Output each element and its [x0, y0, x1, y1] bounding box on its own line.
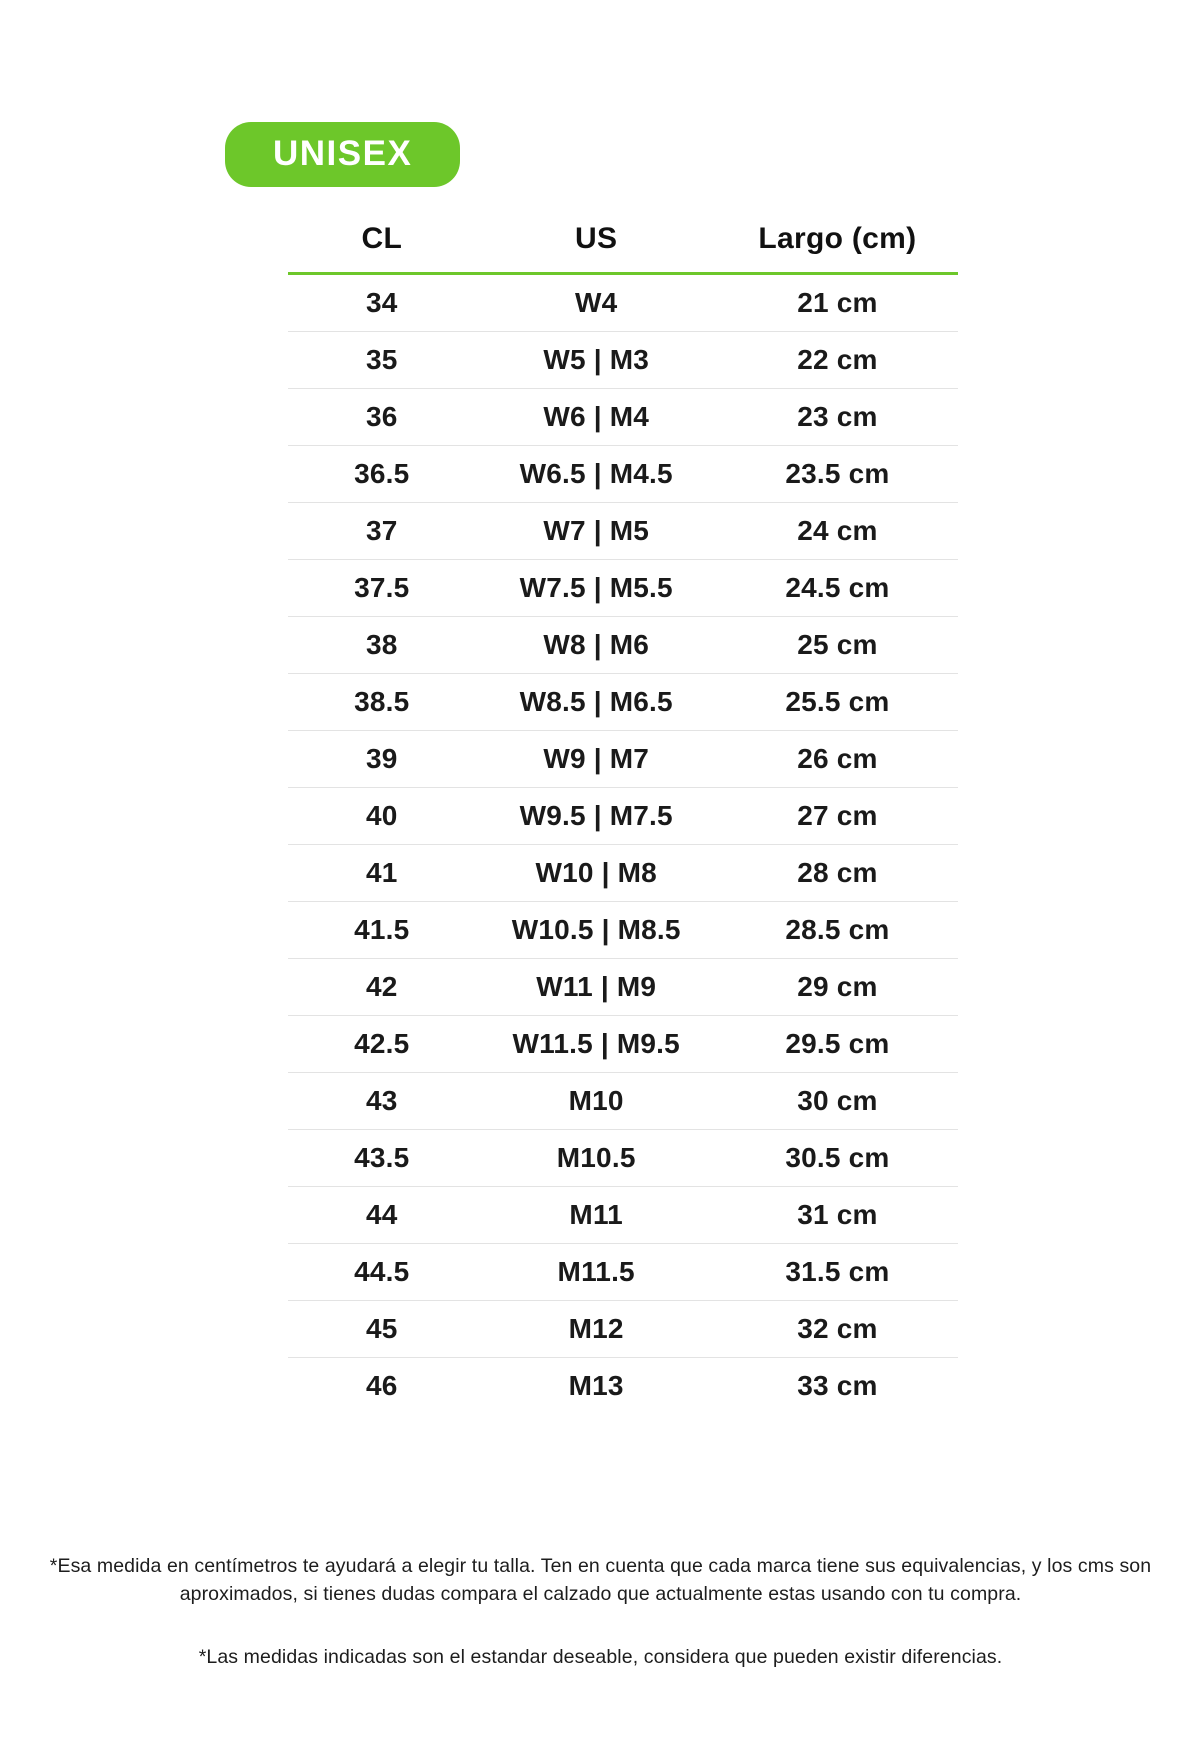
table-row — [288, 617, 958, 674]
cell-cl: 43.5 — [288, 1130, 476, 1187]
cell-us: W8 | M6 — [476, 617, 717, 674]
category-badge-wrapper — [225, 122, 460, 187]
cell-us: W10 | M8 — [476, 845, 717, 902]
cell-cl: 37 — [288, 503, 476, 560]
column-header-cl: CL — [361, 222, 403, 255]
cell-cl: 46 — [366, 1370, 398, 1401]
cell-largo: 29 cm — [717, 959, 958, 1016]
cell-largo: 23.5 cm — [717, 446, 958, 503]
cell-cl: 41 — [288, 845, 476, 902]
cell-us: W8.5 | M6.5 — [476, 674, 717, 731]
cell-cl: 36 — [288, 389, 476, 446]
table-row — [288, 731, 958, 788]
cell-largo: 25 cm — [717, 617, 958, 674]
table-row — [288, 788, 958, 845]
cell-us: M10.5 — [476, 1130, 717, 1187]
table-row — [288, 1358, 958, 1415]
cell-cl: 34 — [288, 274, 476, 332]
cell-largo: 31 cm — [717, 1187, 958, 1244]
cell-cl: 39 — [288, 731, 476, 788]
cell-cl: 44 — [288, 1187, 476, 1244]
cell-largo: 24.5 cm — [717, 560, 958, 617]
table-row — [288, 959, 958, 1016]
cell-largo: 32 cm — [717, 1301, 958, 1358]
table-row — [288, 1301, 958, 1358]
cell-cl: 42.5 — [288, 1016, 476, 1073]
table-row — [288, 446, 958, 503]
cell-us: M10 — [476, 1073, 717, 1130]
cell-largo: 31.5 cm — [717, 1244, 958, 1301]
cell-cl: 43 — [288, 1073, 476, 1130]
cell-cl: 37.5 — [288, 560, 476, 617]
cell-us: W9.5 | M7.5 — [476, 788, 717, 845]
cell-cl: 38.5 — [288, 674, 476, 731]
cell-us: W9 | M7 — [476, 731, 717, 788]
table-row — [288, 845, 958, 902]
footnote-standard: *Las medidas indicadas son el estandar deseable, considera que pueden existir diferencias. — [198, 1645, 1003, 1668]
column-header-largo: Largo (cm) — [758, 222, 917, 255]
cell-largo: 28 cm — [717, 845, 958, 902]
table-row — [288, 389, 958, 446]
cell-cl: 45 — [288, 1301, 476, 1358]
cell-largo: 24 cm — [717, 503, 958, 560]
footnotes — [0, 1552, 1201, 1671]
cell-us: M11 — [476, 1187, 717, 1244]
table-row — [288, 902, 958, 959]
cell-us: W11.5 | M9.5 — [476, 1016, 717, 1073]
table-row — [288, 1187, 958, 1244]
cell-largo: 26 cm — [717, 731, 958, 788]
cell-us: W4 — [476, 274, 717, 332]
table-row — [288, 1244, 958, 1301]
table-header-row — [288, 222, 958, 274]
cell-cl: 44.5 — [288, 1244, 476, 1301]
table-row — [288, 332, 958, 389]
cell-us: W6.5 | M4.5 — [476, 446, 717, 503]
cell-largo: 25.5 cm — [717, 674, 958, 731]
status-badge: UNISEX — [225, 122, 460, 187]
cell-largo: 23 cm — [717, 389, 958, 446]
cell-cl: 40 — [288, 788, 476, 845]
footnote-measurement: *Esa medida en centímetros te ayudará a elegir tu talla. Ten en cuenta que cada marca tiene sus equivalencias, y los cms son aproximados, si tienes dudas compara el calzado que actualmente estas usando con tu compra. — [49, 1555, 1152, 1606]
cell-largo: 30 cm — [717, 1073, 958, 1130]
table-row — [288, 503, 958, 560]
table-row — [288, 1016, 958, 1073]
cell-us: W10.5 | M8.5 — [476, 902, 717, 959]
size-table — [288, 222, 958, 1414]
cell-us: W5 | M3 — [476, 332, 717, 389]
cell-largo: 29.5 cm — [717, 1016, 958, 1073]
cell-cl: 42 — [288, 959, 476, 1016]
cell-us: W7.5 | M5.5 — [476, 560, 717, 617]
cell-us: M11.5 — [476, 1244, 717, 1301]
cell-largo: 30.5 cm — [717, 1130, 958, 1187]
cell-largo: 22 cm — [717, 332, 958, 389]
cell-largo: 28.5 cm — [717, 902, 958, 959]
cell-cl: 38 — [288, 617, 476, 674]
cell-cl: 35 — [288, 332, 476, 389]
table-row — [288, 1073, 958, 1130]
size-table-wrapper — [288, 222, 958, 1414]
table-row — [288, 560, 958, 617]
cell-us: W11 | M9 — [476, 959, 717, 1016]
table-body — [288, 274, 958, 1415]
table-row — [288, 274, 958, 332]
table-row — [288, 1130, 958, 1187]
cell-largo: 27 cm — [717, 788, 958, 845]
cell-cl: 41.5 — [288, 902, 476, 959]
cell-largo: 21 cm — [717, 274, 958, 332]
cell-largo: 33 cm — [797, 1370, 878, 1401]
table-row — [288, 674, 958, 731]
cell-us: M12 — [476, 1301, 717, 1358]
table-header — [288, 222, 958, 274]
cell-us: W7 | M5 — [476, 503, 717, 560]
cell-cl: 36.5 — [288, 446, 476, 503]
cell-us: W6 | M4 — [476, 389, 717, 446]
cell-us: M13 — [568, 1370, 624, 1401]
column-header-us: US — [575, 222, 618, 255]
